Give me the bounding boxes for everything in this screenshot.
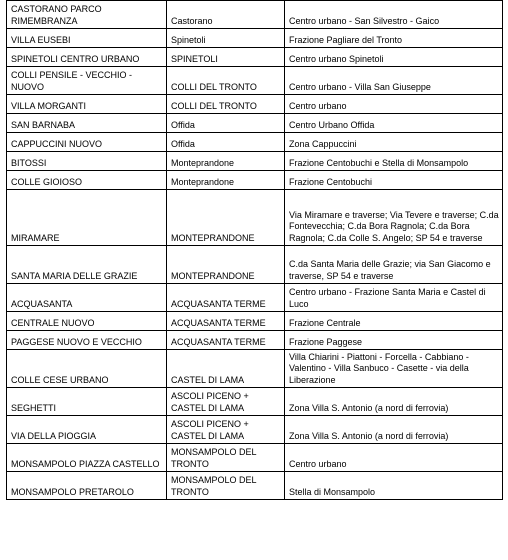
wells-table: [6, 0, 503, 500]
site-name-cell: BITOSSI: [7, 152, 167, 171]
table-row: [7, 1, 503, 29]
zone-cell: Villa Chiarini - Piattoni - Forcella - Cabbiano - Valentino - Villa Sanbuco - Casette - via della Liberazione: [285, 350, 503, 388]
site-name-cell: VIA DELLA PIOGGIA: [7, 416, 167, 444]
site-name-cell: SANTA MARIA DELLE GRAZIE: [7, 246, 167, 284]
municipality-cell: Castorano: [167, 1, 285, 29]
table-body: [7, 1, 503, 500]
zone-cell: Frazione Centrale: [285, 312, 503, 331]
municipality-cell: Spinetoli: [167, 29, 285, 48]
table-row: [7, 444, 503, 472]
zone-cell: Centro Urbano Offida: [285, 114, 503, 133]
zone-cell: Centro urbano - Frazione Santa Maria e Castel di Luco: [285, 284, 503, 312]
zone-cell: Centro urbano: [285, 95, 503, 114]
table-row: [7, 133, 503, 152]
zone-cell: Zona Villa S. Antonio (a nord di ferrovia): [285, 388, 503, 416]
municipality-cell: ACQUASANTA TERME: [167, 312, 285, 331]
zone-cell: Centro urbano - San Silvestro - Gaico: [285, 1, 503, 29]
site-name-cell: CASTORANO PARCO RIMEMBRANZA: [7, 1, 167, 29]
site-name-cell: MIRAMARE: [7, 190, 167, 246]
municipality-cell: MONTEPRANDONE: [167, 190, 285, 246]
zone-cell: Frazione Centobuchi: [285, 171, 503, 190]
zone-cell: Zona Cappuccini: [285, 133, 503, 152]
zone-cell: C.da Santa Maria delle Grazie; via San Giacomo e traverse, SP 54 e traverse: [285, 246, 503, 284]
table-row: [7, 312, 503, 331]
municipality-cell: SPINETOLI: [167, 48, 285, 67]
table-row: [7, 416, 503, 444]
table-row: [7, 152, 503, 171]
site-name-cell: SEGHETTI: [7, 388, 167, 416]
table-row: [7, 350, 503, 388]
municipality-cell: ACQUASANTA TERME: [167, 284, 285, 312]
site-name-cell: MONSAMPOLO PRETAROLO: [7, 472, 167, 500]
zone-cell: Centro urbano - Villa San Giuseppe: [285, 67, 503, 95]
municipality-cell: MONSAMPOLO DEL TRONTO: [167, 444, 285, 472]
municipality-cell: COLLI DEL TRONTO: [167, 67, 285, 95]
municipality-cell: MONSAMPOLO DEL TRONTO: [167, 472, 285, 500]
municipality-cell: COLLI DEL TRONTO: [167, 95, 285, 114]
site-name-cell: VILLA EUSEBI: [7, 29, 167, 48]
site-name-cell: COLLE CESE URBANO: [7, 350, 167, 388]
municipality-cell: Monteprandone: [167, 152, 285, 171]
zone-cell: Frazione Pagliare del Tronto: [285, 29, 503, 48]
table-row: [7, 171, 503, 190]
site-name-cell: CAPPUCCINI NUOVO: [7, 133, 167, 152]
site-name-cell: SPINETOLI CENTRO URBANO: [7, 48, 167, 67]
zone-cell: Frazione Centobuchi e Stella di Monsampolo: [285, 152, 503, 171]
municipality-cell: ACQUASANTA TERME: [167, 331, 285, 350]
site-name-cell: CENTRALE NUOVO: [7, 312, 167, 331]
municipality-cell: ASCOLI PICENO + CASTEL DI LAMA: [167, 416, 285, 444]
table-row: [7, 331, 503, 350]
table-row: [7, 29, 503, 48]
municipality-cell: Offida: [167, 133, 285, 152]
municipality-cell: CASTEL DI LAMA: [167, 350, 285, 388]
site-name-cell: ACQUASANTA: [7, 284, 167, 312]
table-row: [7, 95, 503, 114]
table-row: [7, 388, 503, 416]
site-name-cell: VILLA MORGANTI: [7, 95, 167, 114]
site-name-cell: PAGGESE NUOVO E VECCHIO: [7, 331, 167, 350]
zone-cell: Centro urbano: [285, 444, 503, 472]
site-name-cell: SAN BARNABA: [7, 114, 167, 133]
table-row: [7, 48, 503, 67]
table-row: [7, 190, 503, 246]
zone-cell: Stella di Monsampolo: [285, 472, 503, 500]
zone-cell: Frazione Paggese: [285, 331, 503, 350]
table-row: [7, 472, 503, 500]
municipality-cell: ASCOLI PICENO + CASTEL DI LAMA: [167, 388, 285, 416]
zone-cell: Via Miramare e traverse; Via Tevere e traverse; C.da Fontevecchia; C.da Bora Ragnola; C.da Bora Ragnola; C.da Colle S. Angelo; SP 54 e traverse: [285, 190, 503, 246]
zone-cell: Centro urbano Spinetoli: [285, 48, 503, 67]
table-row: [7, 246, 503, 284]
municipality-cell: MONTEPRANDONE: [167, 246, 285, 284]
table-row: [7, 284, 503, 312]
site-name-cell: COLLI PENSILE - VECCHIO - NUOVO: [7, 67, 167, 95]
zone-cell: Zona Villa S. Antonio (a nord di ferrovia): [285, 416, 503, 444]
site-name-cell: COLLE GIOIOSO: [7, 171, 167, 190]
table-row: [7, 67, 503, 95]
table-row: [7, 114, 503, 133]
municipality-cell: Monteprandone: [167, 171, 285, 190]
municipality-cell: Offida: [167, 114, 285, 133]
site-name-cell: MONSAMPOLO PIAZZA CASTELLO: [7, 444, 167, 472]
